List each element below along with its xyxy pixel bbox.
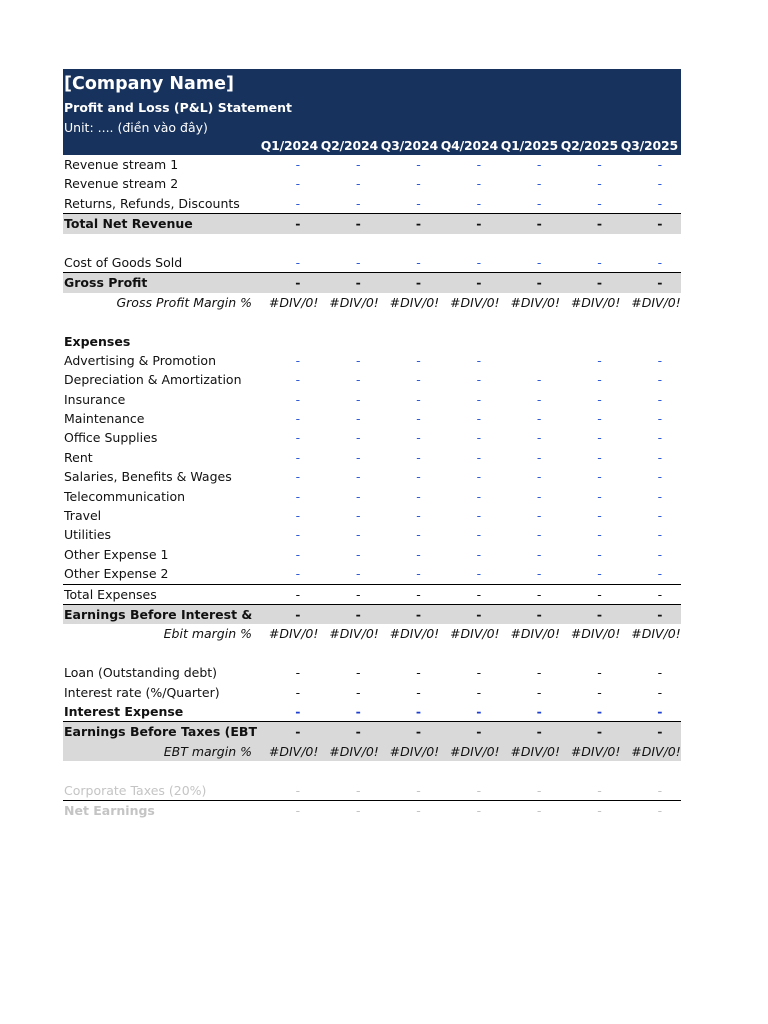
value-cell[interactable]: - (416, 254, 421, 270)
value-cell[interactable]: - (416, 411, 421, 427)
value-cell[interactable]: #DIV/0! (268, 626, 319, 642)
value-cell[interactable]: - (415, 703, 422, 719)
row-label: Revenue stream 1 (64, 157, 179, 172)
row-interest-expense (63, 702, 681, 721)
row-depreciation (63, 370, 681, 389)
value-cell[interactable]: - (295, 586, 301, 602)
value-cell[interactable]: - (295, 546, 301, 562)
value-cell[interactable]: #DIV/0! (631, 294, 681, 310)
value-cell[interactable]: - (657, 195, 663, 211)
value-cell[interactable]: - (415, 606, 422, 622)
value-cell[interactable]: - (476, 606, 482, 622)
value-cell[interactable]: - (415, 275, 422, 291)
value-cell[interactable]: - (597, 352, 602, 368)
value-cell[interactable]: - (597, 586, 602, 602)
value-cell[interactable]: #DIV/0! (570, 294, 621, 310)
value-cell[interactable]: - (416, 782, 421, 798)
value-cell[interactable]: - (476, 802, 482, 818)
unit-label[interactable]: Unit: .... (điền vào đây) (64, 120, 208, 135)
company-name[interactable]: [Company Name] (64, 74, 234, 94)
value-cell[interactable] (500, 332, 560, 351)
value-cell[interactable]: - (536, 488, 542, 504)
row-label: Earnings Before Taxes (EBT (64, 724, 257, 740)
value-cell[interactable]: - (536, 449, 542, 465)
value-cell[interactable]: - (416, 508, 421, 524)
value-cell[interactable]: - (476, 411, 482, 427)
row-label: Earnings Before Interest & (64, 606, 253, 622)
quarter-header: Q1/2025 (500, 138, 558, 153)
quarter-header: Q1/2024 (260, 138, 318, 153)
row-returns (63, 194, 681, 213)
header-blank (64, 137, 259, 155)
value-cell[interactable]: - (416, 802, 421, 818)
value-cell[interactable]: - (476, 391, 482, 407)
value-cell[interactable]: - (295, 372, 301, 388)
value-cell[interactable]: #DIV/0! (570, 626, 621, 642)
row-label: Utilities (64, 527, 112, 543)
quarter-header: Q2/2024 (320, 138, 378, 153)
value-cell[interactable]: #DIV/0! (510, 626, 560, 642)
value-cell[interactable]: - (596, 216, 603, 232)
value-cell[interactable] (560, 332, 620, 351)
value-cell[interactable]: - (416, 684, 421, 700)
value-cell[interactable]: - (476, 488, 482, 504)
value-cell[interactable]: - (536, 566, 542, 582)
value-cell[interactable]: - (295, 488, 301, 504)
value-cell[interactable]: - (536, 684, 542, 700)
row-ebt-margin (63, 742, 681, 761)
row-rev1 (63, 155, 681, 174)
value-cell[interactable]: - (355, 527, 361, 543)
row-rev2 (63, 174, 681, 193)
value-cell[interactable]: - (536, 195, 542, 211)
value-cell[interactable]: - (657, 703, 663, 719)
value-cell[interactable]: - (295, 703, 301, 719)
value-cell[interactable]: - (597, 430, 602, 446)
value-cell[interactable]: - (657, 606, 663, 622)
value-cell[interactable]: - (657, 430, 663, 446)
value-cell[interactable]: #DIV/0! (450, 626, 500, 642)
value-cell[interactable]: - (536, 254, 542, 270)
row-label: Interest rate (%/Quarter) (64, 684, 220, 700)
row-label: Returns, Refunds, Discounts (64, 195, 240, 211)
value-cell[interactable]: - (476, 724, 482, 740)
value-cell[interactable]: - (597, 176, 602, 192)
row-label: Gross Profit Margin % (116, 294, 252, 310)
value-cell[interactable]: - (416, 546, 421, 562)
value-cell[interactable]: - (476, 469, 482, 485)
value-cell[interactable]: - (657, 684, 663, 700)
row-gross-profit (63, 272, 681, 292)
value-cell[interactable]: - (597, 684, 602, 700)
value-cell[interactable]: - (295, 157, 301, 172)
value-cell[interactable]: #DIV/0! (389, 294, 440, 310)
value-cell[interactable]: - (295, 606, 301, 622)
row-ebt (63, 721, 681, 741)
value-cell[interactable]: - (657, 782, 663, 798)
value-cell[interactable]: - (355, 449, 361, 465)
value-cell[interactable]: - (476, 275, 482, 291)
value-cell[interactable]: - (536, 586, 542, 602)
row-label: Maintenance (64, 411, 145, 427)
value-cell[interactable]: - (416, 195, 421, 211)
value-cell[interactable] (319, 332, 379, 351)
value-cell[interactable]: - (597, 546, 602, 562)
value-cell[interactable]: - (355, 802, 361, 818)
quarter-header: Q4/2024 (440, 138, 498, 153)
value-cell[interactable]: - (295, 527, 301, 543)
value-cell[interactable]: - (596, 703, 603, 719)
value-cell[interactable]: #DIV/0! (570, 743, 621, 759)
value-cell[interactable]: - (355, 724, 361, 740)
value-cell[interactable]: - (597, 782, 602, 798)
value-cell[interactable] (379, 332, 439, 351)
value-cell[interactable]: - (355, 703, 361, 719)
value-cell[interactable]: - (416, 665, 421, 681)
value-cell[interactable]: - (476, 566, 482, 582)
blank-row (63, 312, 681, 331)
value-cell[interactable]: - (476, 684, 482, 700)
value-cell[interactable]: - (536, 546, 542, 562)
value-cell[interactable]: - (416, 527, 421, 543)
value-cell[interactable]: - (295, 430, 301, 446)
value-cell[interactable]: - (657, 665, 663, 681)
value-cell[interactable]: - (476, 430, 482, 446)
value-cell[interactable]: - (355, 195, 361, 211)
value-cell[interactable]: - (536, 665, 542, 681)
value-cell[interactable]: - (355, 469, 361, 485)
row-advertising (63, 351, 681, 370)
row-label: Office Supplies (64, 430, 158, 446)
value-cell[interactable]: - (657, 527, 663, 543)
value-cell[interactable]: - (416, 430, 421, 446)
value-cell[interactable] (621, 332, 681, 351)
value-cell[interactable]: #DIV/0! (268, 294, 319, 310)
value-cell[interactable]: - (657, 216, 663, 232)
value-cell[interactable]: - (657, 411, 663, 427)
value-cell[interactable]: - (657, 488, 663, 504)
value-cell[interactable]: - (355, 216, 361, 232)
value-cell[interactable]: - (596, 724, 603, 740)
row-label: Advertising & Promotion (64, 352, 217, 368)
value-cell[interactable]: #DIV/0! (631, 743, 681, 759)
value-cell[interactable]: - (596, 275, 603, 291)
value-cell[interactable]: - (536, 782, 542, 798)
value-cell[interactable]: - (597, 527, 602, 543)
row-label: Expenses (64, 333, 131, 349)
row-label: Telecommunication (64, 488, 186, 504)
value-cell[interactable]: - (416, 586, 421, 602)
value-cell[interactable]: #DIV/0! (268, 743, 319, 759)
value-cell[interactable]: - (295, 391, 301, 407)
row-gross-margin (63, 293, 681, 312)
value-cell[interactable]: - (657, 469, 663, 485)
row-label: Corporate Taxes (20%) (64, 782, 207, 798)
value-cell[interactable]: #DIV/0! (329, 626, 379, 642)
value-cell[interactable]: #DIV/0! (510, 743, 560, 759)
row-corp-taxes (63, 781, 681, 801)
value-cell[interactable]: - (536, 508, 542, 524)
value-cell[interactable]: - (657, 546, 663, 562)
row-label: Depreciation & Amortization (64, 372, 242, 388)
value-cell[interactable]: - (476, 254, 482, 270)
row-label: Rent (64, 449, 93, 465)
value-cell[interactable]: - (416, 449, 421, 465)
value-cell[interactable]: - (536, 802, 542, 818)
row-label: Net Earnings (64, 802, 155, 818)
value-cell[interactable]: - (476, 703, 482, 719)
value-cell[interactable]: - (657, 449, 663, 465)
blank-row (63, 234, 681, 253)
value-cell[interactable]: - (355, 546, 361, 562)
quarter-header: Q3/2024 (380, 138, 438, 153)
value-cell[interactable]: - (597, 391, 602, 407)
blank-row (63, 644, 681, 663)
value-cell[interactable]: - (416, 391, 421, 407)
value-cell[interactable]: - (536, 216, 542, 232)
value-cell[interactable]: - (597, 469, 602, 485)
value-cell[interactable]: - (295, 508, 301, 524)
row-label: Travel (64, 508, 102, 524)
row-net-earnings (63, 801, 681, 820)
value-cell[interactable]: - (657, 391, 663, 407)
value-cell[interactable]: - (476, 782, 482, 798)
value-cell[interactable]: - (657, 508, 663, 524)
value-cell[interactable]: - (476, 508, 482, 524)
value-cell[interactable]: - (657, 254, 663, 270)
value-cell[interactable]: - (596, 606, 603, 622)
value-cell[interactable]: - (536, 703, 542, 719)
value-cell[interactable]: - (355, 391, 361, 407)
value-cell[interactable]: - (295, 782, 301, 798)
value-cell[interactable]: - (597, 254, 602, 270)
value-cell[interactable]: - (355, 411, 361, 427)
value-cell[interactable]: #DIV/0! (450, 743, 500, 759)
value-cell[interactable]: - (476, 372, 482, 388)
row-expenses (63, 332, 681, 351)
row-label: EBT margin % (163, 743, 252, 759)
row-label: Total Net Revenue (64, 216, 193, 232)
value-cell[interactable]: - (355, 176, 361, 192)
row-travel (63, 506, 681, 525)
value-cell[interactable]: - (355, 606, 361, 622)
value-cell[interactable]: - (597, 508, 602, 524)
value-cell[interactable]: - (415, 216, 422, 232)
value-cell[interactable]: - (476, 449, 482, 465)
value-cell[interactable] (440, 332, 500, 351)
value-cell[interactable]: - (597, 372, 602, 388)
row-label: Ebit margin % (163, 626, 252, 642)
value-cell[interactable]: - (597, 802, 602, 818)
value-cell[interactable]: #DIV/0! (389, 743, 440, 759)
row-other1 (63, 545, 681, 564)
row-label: Insurance (64, 391, 126, 407)
value-cell[interactable]: - (536, 176, 542, 192)
value-cell[interactable]: #DIV/0! (389, 626, 440, 642)
value-cell[interactable]: - (657, 157, 663, 172)
value-cell[interactable]: - (295, 802, 301, 818)
row-label: Interest Expense (64, 703, 184, 719)
value-cell[interactable]: #DIV/0! (329, 743, 379, 759)
value-cell[interactable]: - (355, 430, 361, 446)
row-label: Loan (Outstanding debt) (64, 665, 218, 681)
value-cell[interactable]: - (415, 724, 422, 740)
value-cell[interactable]: #DIV/0! (329, 294, 379, 310)
value-cell[interactable]: - (657, 275, 663, 291)
row-other2 (63, 564, 681, 583)
value-cell[interactable]: - (657, 372, 663, 388)
value-cell[interactable]: - (355, 352, 361, 368)
value-cell[interactable]: - (657, 176, 663, 192)
value-cell[interactable]: - (355, 566, 361, 582)
value-cell[interactable]: - (416, 352, 421, 368)
row-label: Other Expense 2 (64, 566, 169, 582)
value-cell[interactable]: - (476, 216, 482, 232)
value-cell[interactable]: - (295, 684, 301, 700)
value-cell[interactable]: - (355, 665, 361, 681)
value-cell[interactable]: - (295, 665, 301, 681)
blank-row (63, 761, 681, 780)
value-cell[interactable]: - (597, 411, 602, 427)
value-cell[interactable]: - (355, 275, 361, 291)
value-cell[interactable]: - (476, 352, 482, 368)
value-cell[interactable]: - (355, 372, 361, 388)
value-cell[interactable]: - (295, 352, 301, 368)
value-cell[interactable]: - (355, 684, 361, 700)
value-cell[interactable]: - (295, 449, 301, 465)
row-loan (63, 663, 681, 682)
value-cell[interactable]: - (476, 546, 482, 562)
row-insurance (63, 390, 681, 409)
value-cell[interactable]: - (597, 665, 602, 681)
statement-title: Profit and Loss (P&L) Statement (64, 100, 292, 115)
value-cell[interactable]: - (536, 527, 542, 543)
value-cell[interactable]: - (476, 665, 482, 681)
quarter-header: Q2/2025 (560, 138, 618, 153)
value-cell[interactable]: - (295, 724, 301, 740)
value-cell[interactable]: - (295, 176, 301, 192)
row-ebit (63, 604, 681, 624)
value-cell[interactable]: - (536, 275, 542, 291)
value-cell[interactable]: - (416, 488, 421, 504)
row-maintenance (63, 409, 681, 428)
value-cell[interactable]: - (295, 195, 301, 211)
value-cell[interactable]: - (476, 176, 482, 192)
value-cell[interactable]: - (657, 566, 663, 582)
row-label: Revenue stream 2 (64, 176, 179, 192)
value-cell[interactable]: - (355, 586, 361, 602)
value-cell[interactable]: - (295, 254, 301, 270)
value-cell[interactable]: - (355, 508, 361, 524)
value-cell[interactable]: - (536, 157, 542, 172)
row-ebit-margin (63, 624, 681, 643)
row-utilities (63, 525, 681, 544)
row-cogs (63, 253, 681, 272)
value-cell[interactable]: - (416, 372, 421, 388)
value-cell[interactable]: - (416, 176, 421, 192)
value-cell[interactable]: - (536, 391, 542, 407)
value-cell[interactable] (259, 332, 319, 351)
value-cell[interactable]: - (536, 430, 542, 446)
value-cell[interactable]: - (657, 586, 663, 602)
value-cell[interactable]: - (295, 275, 301, 291)
value-cell[interactable]: - (476, 527, 482, 543)
row-salaries (63, 467, 681, 486)
value-cell[interactable]: - (536, 724, 542, 740)
value-cell[interactable]: - (355, 488, 361, 504)
value-cell[interactable]: - (295, 566, 301, 582)
row-office (63, 428, 681, 447)
value-cell[interactable]: - (657, 352, 663, 368)
value-cell[interactable]: - (597, 488, 602, 504)
value-cell[interactable]: - (295, 469, 301, 485)
value-cell[interactable]: - (416, 566, 421, 582)
quarter-header: Q3/2025 (620, 138, 678, 153)
value-cell[interactable]: - (597, 157, 602, 172)
value-cell[interactable]: - (597, 566, 602, 582)
row-label: Salaries, Benefits & Wages (64, 469, 232, 485)
row-telecom (63, 487, 681, 506)
value-cell[interactable]: - (536, 606, 542, 622)
value-cell[interactable]: - (295, 216, 301, 232)
value-cell[interactable]: - (416, 469, 421, 485)
value-cell[interactable]: - (416, 157, 421, 172)
row-total-net-revenue (63, 213, 681, 233)
value-cell[interactable]: - (295, 411, 301, 427)
header-banner (63, 69, 681, 155)
row-label: Gross Profit (64, 275, 148, 291)
statement-rows (63, 155, 681, 820)
quarter-header-row (64, 137, 681, 155)
value-cell[interactable] (500, 351, 560, 370)
row-total-expenses (63, 584, 681, 604)
value-cell[interactable]: - (536, 469, 542, 485)
value-cell[interactable]: #DIV/0! (510, 294, 560, 310)
value-cell[interactable]: - (597, 195, 602, 211)
row-label: Cost of Goods Sold (64, 254, 183, 270)
value-cell[interactable]: - (657, 724, 663, 740)
value-cell[interactable]: - (355, 157, 361, 172)
row-interest-rate (63, 683, 681, 702)
value-cell[interactable]: #DIV/0! (631, 626, 681, 642)
value-cell[interactable]: - (476, 586, 482, 602)
row-rent (63, 448, 681, 467)
value-cell[interactable]: - (476, 157, 482, 172)
value-cell[interactable]: - (476, 195, 482, 211)
row-label: Total Expenses (64, 586, 157, 602)
row-label: Other Expense 1 (64, 546, 169, 562)
value-cell[interactable]: #DIV/0! (450, 294, 500, 310)
value-cell[interactable]: - (657, 802, 663, 818)
value-cell[interactable]: - (597, 449, 602, 465)
value-cell[interactable]: - (536, 411, 542, 427)
value-cell[interactable]: - (536, 372, 542, 388)
pl-statement-sheet (63, 69, 681, 820)
value-cell[interactable]: - (355, 254, 361, 270)
value-cell[interactable]: - (355, 782, 361, 798)
